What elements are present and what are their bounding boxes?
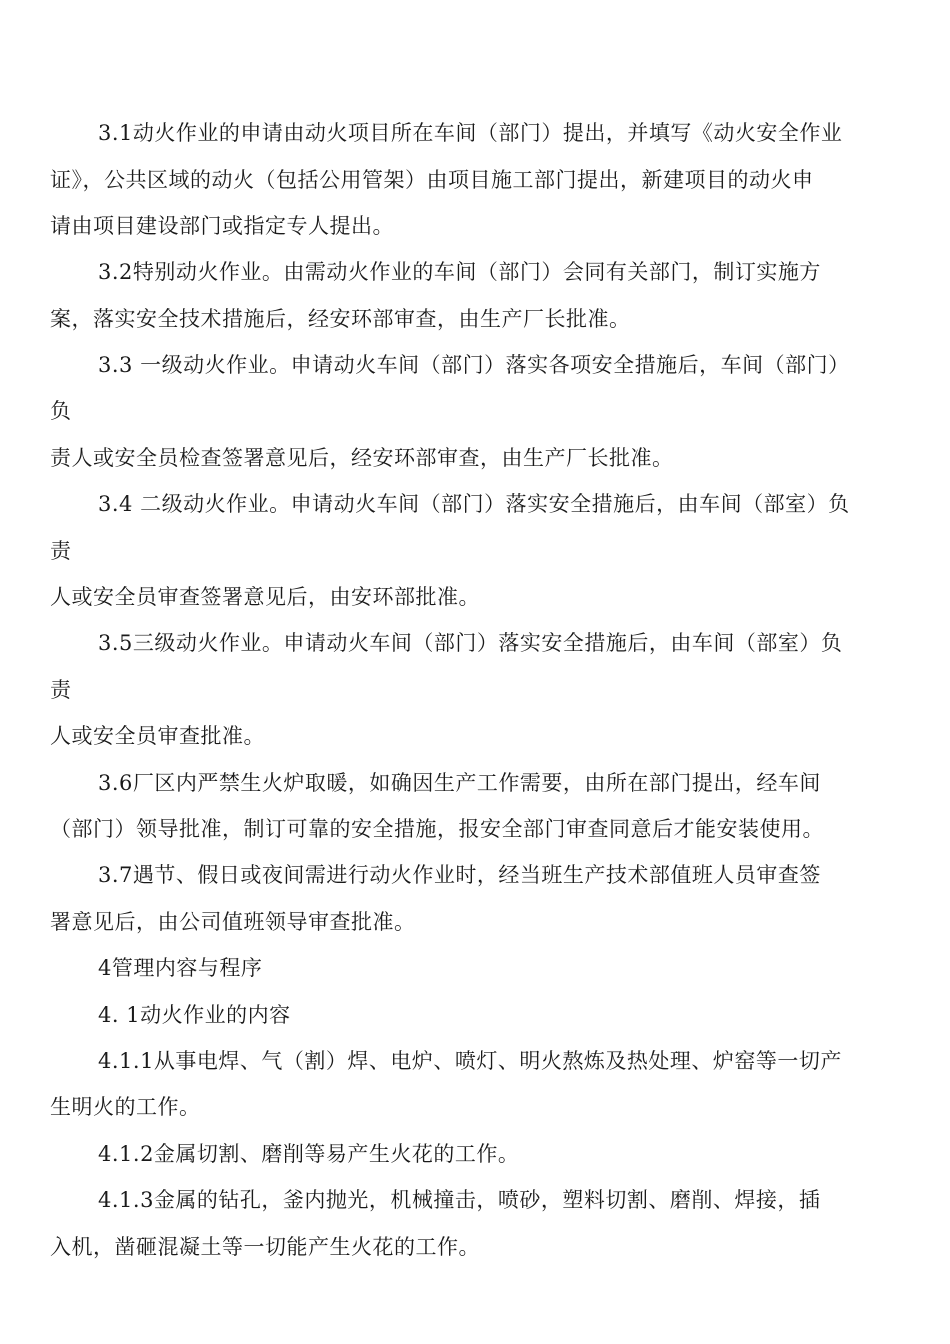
text-line: （部门）领导批准，制订可靠的安全措施，报安全部门审查同意后才能安装使用。	[50, 817, 824, 841]
text-line: 人或安全员审查批准。	[50, 724, 265, 748]
text-line: 3.3 一级动火作业。申请动火车间（部门）落实各项安全措施后，车间（部门）	[98, 353, 850, 377]
text-line: 负	[50, 399, 72, 423]
text-line: 3.6厂区内严禁生火炉取暖，如确因生产工作需要，由所在部门提出，经车间	[98, 771, 821, 795]
text-line: 请由项目建设部门或指定专人提出。	[50, 214, 394, 238]
section-heading: 4管理内容与程序	[98, 956, 263, 980]
text-line: 4.1.1从事电焊、气（割）焊、电炉、喷灯、明火熬炼及热处理、炉窑等一切产	[98, 1049, 842, 1073]
text-line: 人或安全员审查签署意见后，由安环部批准。	[50, 585, 480, 609]
text-line: 3.5三级动火作业。申请动火车间（部门）落实安全措施后，由车间（部室）负	[98, 631, 843, 655]
text-line: 3.1动火作业的申请由动火项目所在车间（部门）提出，并填写《动火安全作业	[98, 121, 843, 145]
text-line: 责人或安全员检查签署意见后，经安环部审查，由生产厂长批准。	[50, 446, 674, 470]
text-line: 4.1.3金属的钻孔，釜内抛光，机械撞击，喷砂，塑料切割、磨削、焊接，插	[98, 1188, 821, 1212]
text-line: 3.2特别动火作业。由需动火作业的车间（部门）会同有关部门，制订实施方	[98, 260, 821, 284]
text-line: 署意见后，由公司值班领导审查批准。	[50, 910, 416, 934]
text-line: 案，落实安全技术措施后，经安环部审查，由生产厂长批准。	[50, 307, 631, 331]
text-line: 责	[50, 678, 72, 702]
text-line: 4.1.2金属切割、磨削等易产生火花的工作。	[98, 1142, 520, 1166]
text-line: 责	[50, 539, 72, 563]
text-line: 生明火的工作。	[50, 1095, 201, 1119]
text-line: 证》，公共区域的动火（包括公用管架）由项目施工部门提出，新建项目的动火申	[50, 168, 814, 192]
subsection-heading: 4. 1动火作业的内容	[98, 1003, 291, 1027]
text-line: 3.4 二级动火作业。申请动火车间（部门）落实安全措施后，由车间（部室）负	[98, 492, 850, 516]
text-line: 入机，凿砸混凝土等一切能产生火花的工作。	[50, 1235, 480, 1259]
text-line: 3.7遇节、假日或夜间需进行动火作业时，经当班生产技术部值班人员审查签	[98, 863, 821, 887]
